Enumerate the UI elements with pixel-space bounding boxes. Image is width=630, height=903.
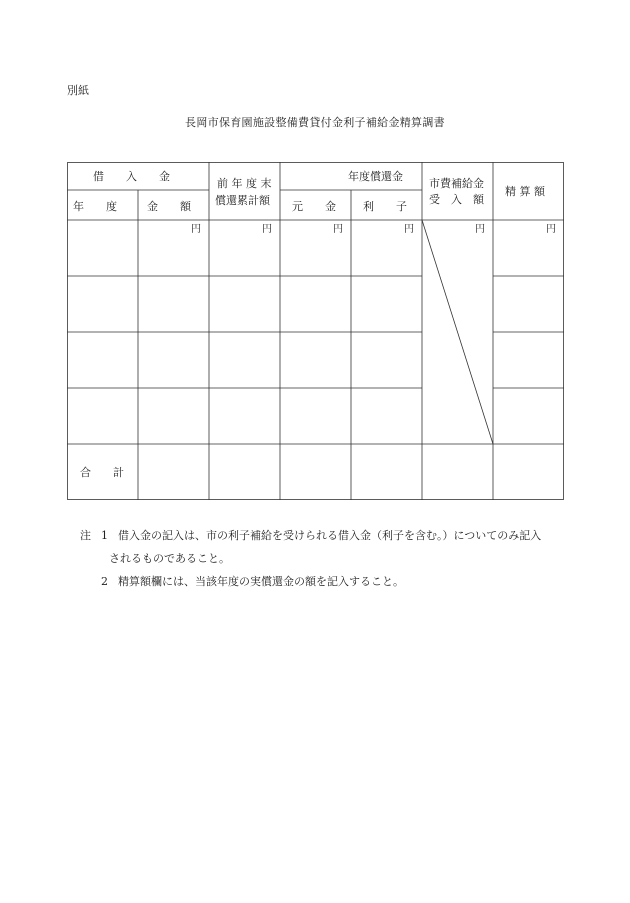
unit-interest: 円 xyxy=(404,224,414,235)
subsidy-diagonal xyxy=(422,220,493,444)
header-principal: 元 金 xyxy=(292,200,336,213)
unit-prior: 円 xyxy=(262,224,272,235)
total-label: 合 計 xyxy=(80,466,124,479)
unit-principal: 円 xyxy=(333,224,343,235)
header-repayment: 年度償還金 xyxy=(348,170,403,183)
note-1-number: 1 xyxy=(101,529,108,542)
header-subsidy-line2: 受 入 額 xyxy=(429,193,484,206)
note-2-number: 2 xyxy=(101,575,108,588)
note-1-line1: 借入金の記入は、市の利子補給を受けられる借入金（利子を含む。）についてのみ記入 xyxy=(118,529,542,542)
table-border xyxy=(68,163,564,500)
settlement-form-table xyxy=(67,162,564,500)
unit-settlement: 円 xyxy=(546,224,556,235)
header-settlement: 精 算 額 xyxy=(505,185,545,198)
document-title: 長岡市保育園施設整備費貸付金利子補給金精算調書 xyxy=(185,116,445,129)
note-2-line1: 精算額欄には、当該年度の実償還金の額を記入すること。 xyxy=(118,575,404,588)
header-year: 年 度 xyxy=(73,200,117,213)
note-1-line2: されるものであること。 xyxy=(109,552,230,565)
header-amount: 金 額 xyxy=(147,200,191,213)
header-interest: 利 子 xyxy=(363,200,407,213)
unit-amount: 円 xyxy=(191,224,201,235)
note-marker: 注 xyxy=(80,529,91,542)
header-prior-line2: 償還累計額 xyxy=(215,194,270,207)
header-subsidy-line1: 市費補給金 xyxy=(429,177,484,190)
header-loan: 借 入 金 xyxy=(93,170,170,183)
attachment-label: 別紙 xyxy=(67,84,89,97)
header-prior-line1: 前 年 度 末 xyxy=(217,177,272,190)
unit-subsidy: 円 xyxy=(475,224,485,235)
